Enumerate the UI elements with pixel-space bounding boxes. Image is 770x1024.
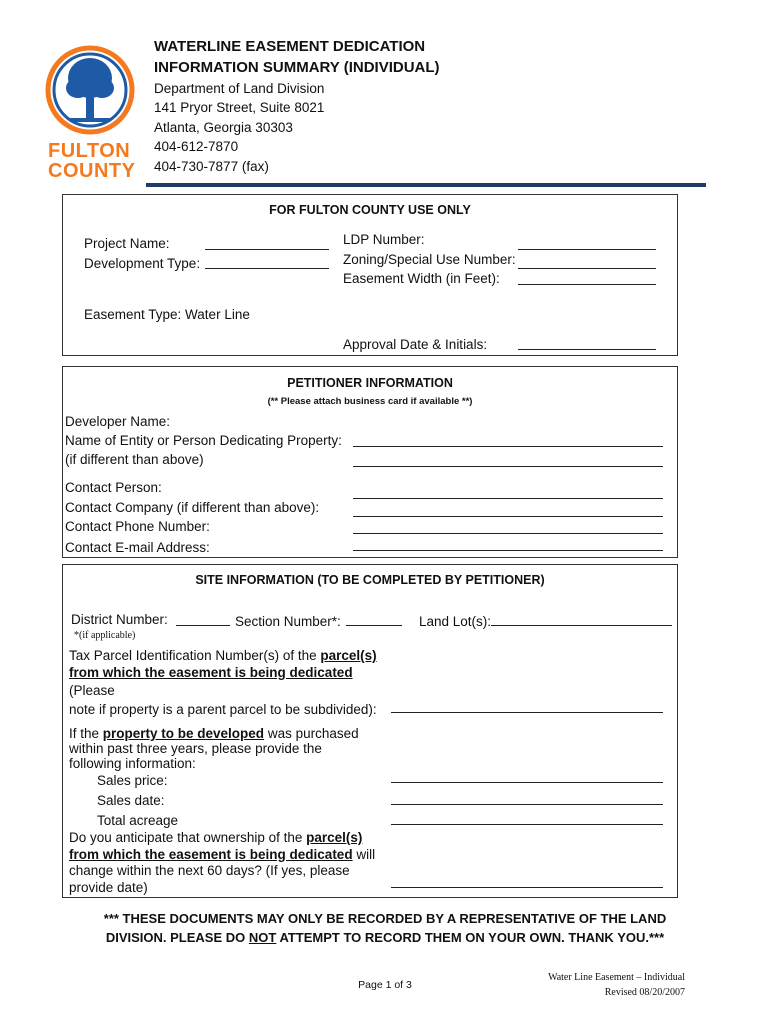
district-number-label: District Number: — [71, 612, 168, 627]
sales-price-label: Sales price: — [97, 773, 168, 788]
logo-text-county: COUNTY — [48, 160, 136, 182]
contact-person-field[interactable] — [353, 498, 663, 499]
petitioner-note: (** Please attach business card if available **) — [267, 396, 473, 407]
entity-name-label: Name of Entity or Person Dedicating Property: — [65, 433, 342, 448]
land-lot-label: Land Lot(s): — [419, 614, 492, 629]
contact-phone-field[interactable] — [353, 533, 663, 534]
easement-width-label: Easement Width (in Feet): — [343, 271, 500, 286]
sales-date-label: Sales date: — [97, 793, 165, 808]
site-info-heading: SITE INFORMATION (TO BE COMPLETED BY PETITIONER) — [195, 573, 545, 587]
contact-company-field[interactable] — [353, 516, 663, 517]
property-text-c: was purchased — [264, 726, 359, 741]
notice-text-b: NOT — [248, 930, 277, 945]
tax-parcel-text-a: Tax Parcel Identification Number(s) of the — [69, 648, 321, 663]
section-number-label: Section Number*: — [235, 614, 341, 629]
contact-phone-label: Contact Phone Number: — [65, 519, 210, 534]
document-name: Water Line Easement – Individual — [548, 972, 685, 983]
total-acreage-field[interactable] — [391, 824, 663, 825]
if-applicable-note: *(if applicable) — [74, 630, 136, 641]
contact-person-label: Contact Person: — [65, 480, 162, 495]
ldp-number-label: LDP Number: — [343, 232, 425, 247]
property-text-a: If the — [69, 726, 103, 741]
ownership-line1 — [69, 829, 362, 846]
ownership-date-field[interactable] — [391, 887, 663, 888]
approval-label: Approval Date & Initials: — [343, 337, 488, 352]
zoning-field[interactable] — [518, 268, 656, 269]
revision-date: Revised 08/20/2007 — [604, 987, 685, 998]
ownership-text-b: parcel(s) — [306, 830, 363, 845]
recording-notice-line1: *** THESE DOCUMENTS MAY ONLY BE RECORDED BY A REPRESENTATIVE OF THE LAND — [103, 911, 667, 926]
development-type-label: Development Type: — [84, 256, 201, 271]
ownership-line4: provide date) — [69, 880, 148, 895]
ownership-text-d: will — [352, 847, 376, 862]
if-different-label: (if different than above) — [65, 452, 204, 467]
easement-width-field[interactable] — [518, 284, 656, 285]
contact-company-label: Contact Company (if different than above): — [65, 500, 320, 515]
land-lot-field[interactable] — [491, 625, 672, 626]
department-name: Department of Land Division — [154, 81, 325, 96]
recording-notice-line2 — [0, 929, 770, 946]
address-line2: Atlanta, Georgia 30303 — [154, 120, 293, 135]
sales-date-field[interactable] — [391, 804, 663, 805]
district-number-field[interactable] — [176, 625, 230, 626]
property-purchased-line3: following information: — [69, 756, 196, 771]
petitioner-heading: PETITIONER INFORMATION — [287, 376, 453, 390]
notice-text-c: ATTEMPT TO RECORD THEM ON YOUR OWN. THANK YOU.*** — [276, 930, 665, 945]
tax-parcel-text-b: parcel(s) — [320, 648, 377, 663]
property-purchased-line2: within past three years, please provide the — [69, 741, 322, 756]
approval-field[interactable] — [518, 349, 656, 350]
tax-parcel-line2: from which the easement is being dedicated — [69, 665, 353, 680]
property-text-b: property to be developed — [102, 726, 265, 741]
contact-email-label: Contact E-mail Address: — [65, 540, 210, 555]
ownership-line3: change within the next 60 days? (If yes, please — [69, 863, 350, 878]
project-name-field[interactable] — [205, 249, 329, 250]
address-line1: 141 Pryor Street, Suite 8021 — [154, 100, 325, 115]
development-type-field[interactable] — [205, 268, 329, 269]
tax-parcel-field[interactable] — [391, 712, 663, 713]
tax-parcel-line1 — [69, 647, 377, 664]
tax-parcel-line3: (Please — [69, 683, 115, 698]
form-title-line1: WATERLINE EASEMENT DEDICATION — [154, 38, 426, 55]
section-number-field[interactable] — [346, 625, 402, 626]
page-number: Page 1 of 3 — [358, 979, 412, 991]
county-use-heading: FOR FULTON COUNTY USE ONLY — [269, 203, 471, 217]
easement-type-label: Easement Type: Water Line — [84, 307, 250, 322]
entity-name-field-2[interactable] — [353, 466, 663, 467]
fax-number: 404-730-7877 (fax) — [154, 159, 269, 174]
contact-email-field[interactable] — [353, 550, 663, 551]
zoning-label: Zoning/Special Use Number: — [343, 252, 516, 267]
logo-text-fulton: FULTON — [48, 140, 131, 162]
entity-name-field[interactable] — [353, 446, 663, 447]
notice-text-a: DIVISION. PLEASE DO — [105, 930, 249, 945]
ldp-number-field[interactable] — [518, 249, 656, 250]
phone-number: 404-612-7870 — [154, 139, 239, 154]
header-rule — [146, 183, 706, 187]
sales-price-field[interactable] — [391, 782, 663, 783]
tree-seal-icon — [44, 42, 136, 142]
project-name-label: Project Name: — [84, 236, 170, 251]
tax-parcel-line4: note if property is a parent parcel to be subdivided): — [69, 702, 377, 717]
fulton-county-logo — [44, 42, 136, 182]
form-title-line2: INFORMATION SUMMARY (INDIVIDUAL) — [154, 59, 440, 76]
ownership-text-c: from which the easement is being dedicated — [69, 847, 353, 862]
ownership-text-a: Do you anticipate that ownership of the — [69, 830, 307, 845]
total-acreage-label: Total acreage — [97, 813, 179, 828]
ownership-line2 — [69, 846, 375, 863]
developer-name-label: Developer Name: — [65, 414, 171, 429]
